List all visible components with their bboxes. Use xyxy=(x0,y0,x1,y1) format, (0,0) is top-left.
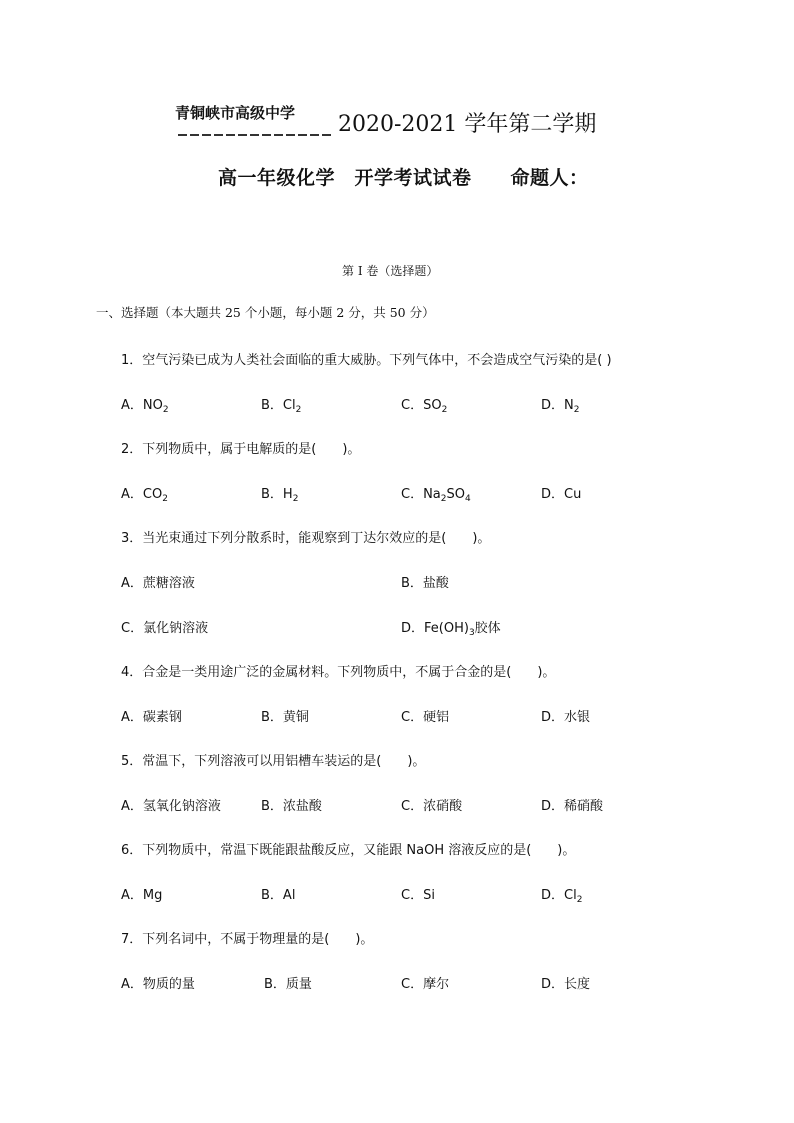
question-stem: 7．下列名词中，不属于物理量的是( )。 xyxy=(121,932,374,947)
option-b: B．Al xyxy=(261,888,296,903)
option-b: B．$H_2$ xyxy=(261,487,299,504)
option-c: C．$Na_2SO_4$ xyxy=(401,487,471,504)
option-b: B．浓盐酸 xyxy=(261,799,322,814)
option-c: C．摩尔 xyxy=(401,977,450,992)
question-stem: 3．当光束通过下列分散系时，能观察到丁达尔效应的是( )。 xyxy=(121,531,491,546)
exam-subtitle: 高一年级化学 开学考试试卷 命题人： xyxy=(218,167,589,189)
option-a: A．Mg xyxy=(121,888,163,903)
option-d: D．稀硝酸 xyxy=(541,799,604,814)
option-a: A．物质的量 xyxy=(121,977,195,992)
option-b: B．$Cl_2$ xyxy=(261,398,302,415)
section-title: 一、选择题（本大题共 25 个小题，每小题 2 分，共 50 分） xyxy=(96,305,435,320)
option-c: C．硬铝 xyxy=(401,710,450,725)
question-stem: 2．下列物质中，属于电解质的是( )。 xyxy=(121,442,361,457)
option-d: D．$Fe(OH)_3$胶体 xyxy=(401,621,501,638)
part-title: 第 I 卷（选择题） xyxy=(342,264,439,278)
option-c: C．Si xyxy=(401,888,435,903)
question-stem: 6．下列物质中，常温下既能跟盐酸反应，又能跟 NaOH 溶液反应的是( )。 xyxy=(121,843,576,858)
option-c: C．浓硝酸 xyxy=(401,799,463,814)
option-a: A．$NO_2$ xyxy=(121,398,169,415)
option-a: A．氢氧化钠溶液 xyxy=(121,799,221,814)
option-b: B．质量 xyxy=(264,977,312,992)
question-stem: 1．空气污染已成为人类社会面临的重大威胁。下列气体中，不会造成空气污染的是( ) xyxy=(121,353,612,368)
question-stem: 5．常温下，下列溶液可以用铝槽车装运的是( )。 xyxy=(121,754,426,769)
option-b: B．黄铜 xyxy=(261,710,309,725)
school-name: 青铜峡市高级中学 xyxy=(175,104,296,122)
option-b: B．盐酸 xyxy=(401,576,449,591)
option-d: D．$Cl_2$ xyxy=(541,888,583,905)
school-name-underline xyxy=(178,132,333,138)
option-d: D．水银 xyxy=(541,710,591,725)
option-a: A．蔗糖溶液 xyxy=(121,576,195,591)
option-d: D．Cu xyxy=(541,487,582,502)
question-stem: 4．合金是一类用途广泛的金属材料。下列物质中，不属于合金的是( )。 xyxy=(121,665,556,680)
option-a: A．碳素钢 xyxy=(121,710,182,725)
option-d: D．长度 xyxy=(541,977,591,992)
option-d: D．$N_2$ xyxy=(541,398,580,415)
semester-title: 2020-2021 学年第二学期 xyxy=(338,112,597,137)
option-a: A．$CO_2$ xyxy=(121,487,168,504)
option-c: C．$SO_2$ xyxy=(401,398,448,415)
option-c: C．氯化钠溶液 xyxy=(121,621,209,636)
